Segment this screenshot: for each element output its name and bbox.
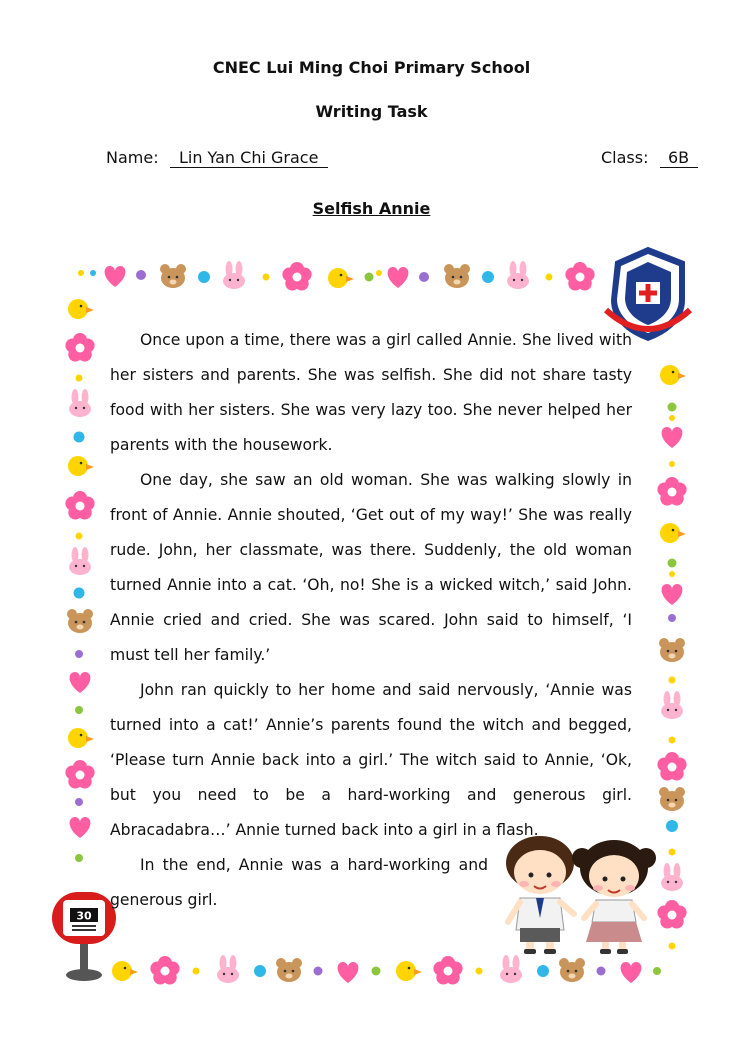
flower-icon (565, 262, 594, 291)
story-title: Selfish Annie (312, 199, 431, 218)
speed-sign-number: 30 (76, 909, 92, 923)
right-border-column (657, 365, 686, 950)
flower-icon (282, 262, 311, 291)
school-name: CNEC Lui Ming Choi Primary School (212, 58, 531, 77)
story-paragraph: John ran quickly to her home and said nervously, ‘Annie was turned into a cat!’ Annie’s parents found the witch and begged, ‘Please turn Annie back into a girl.’ The witch said to Annie, ‘Ok, but you need to be a hard-working and generous girl. Abracadabra…’ Annie turned back into a girl in a flash. (110, 681, 632, 839)
bear-icon (444, 264, 470, 288)
name-value: Lin Yan Chi Grace (170, 149, 328, 168)
heart-icon (388, 267, 409, 288)
story-paragraph: Once upon a time, there was a girl called Annie. She lived with her sisters and parents. She was selfish. She did not share tasty food with her sisters. She was very lazy too. She never helped her parents with the housework. (110, 331, 632, 454)
heart-icon (105, 266, 126, 287)
left-border-column (65, 299, 94, 862)
bunny-icon (223, 261, 245, 289)
task-title: Writing Task (315, 102, 428, 121)
class-label: Class: (601, 148, 649, 167)
bottom-border-row (112, 955, 661, 985)
class-value: 6B (660, 149, 698, 168)
speed-sign-icon (52, 892, 116, 981)
bear-icon (160, 264, 186, 288)
story-body (110, 323, 632, 918)
duck-icon (328, 268, 354, 288)
story-paragraph: In the end, Annie was a hard-working and generous girl. (110, 856, 488, 909)
story-paragraph: One day, she saw an old woman. She was walking slowly in front of Annie. Annie shouted, ‘Get out of my way!’ She was really rude. John, her classmate, was there. Suddenly, the old woman turned Annie into a cat. ‘Oh, no! She is a wicked witch,’ said John. Annie cried and cried. She was scared. John said to himself, ‘I must tell her family.’ (110, 471, 632, 664)
name-label: Name: (106, 148, 159, 167)
top-border-row (78, 261, 595, 291)
bunny-icon (507, 261, 529, 289)
